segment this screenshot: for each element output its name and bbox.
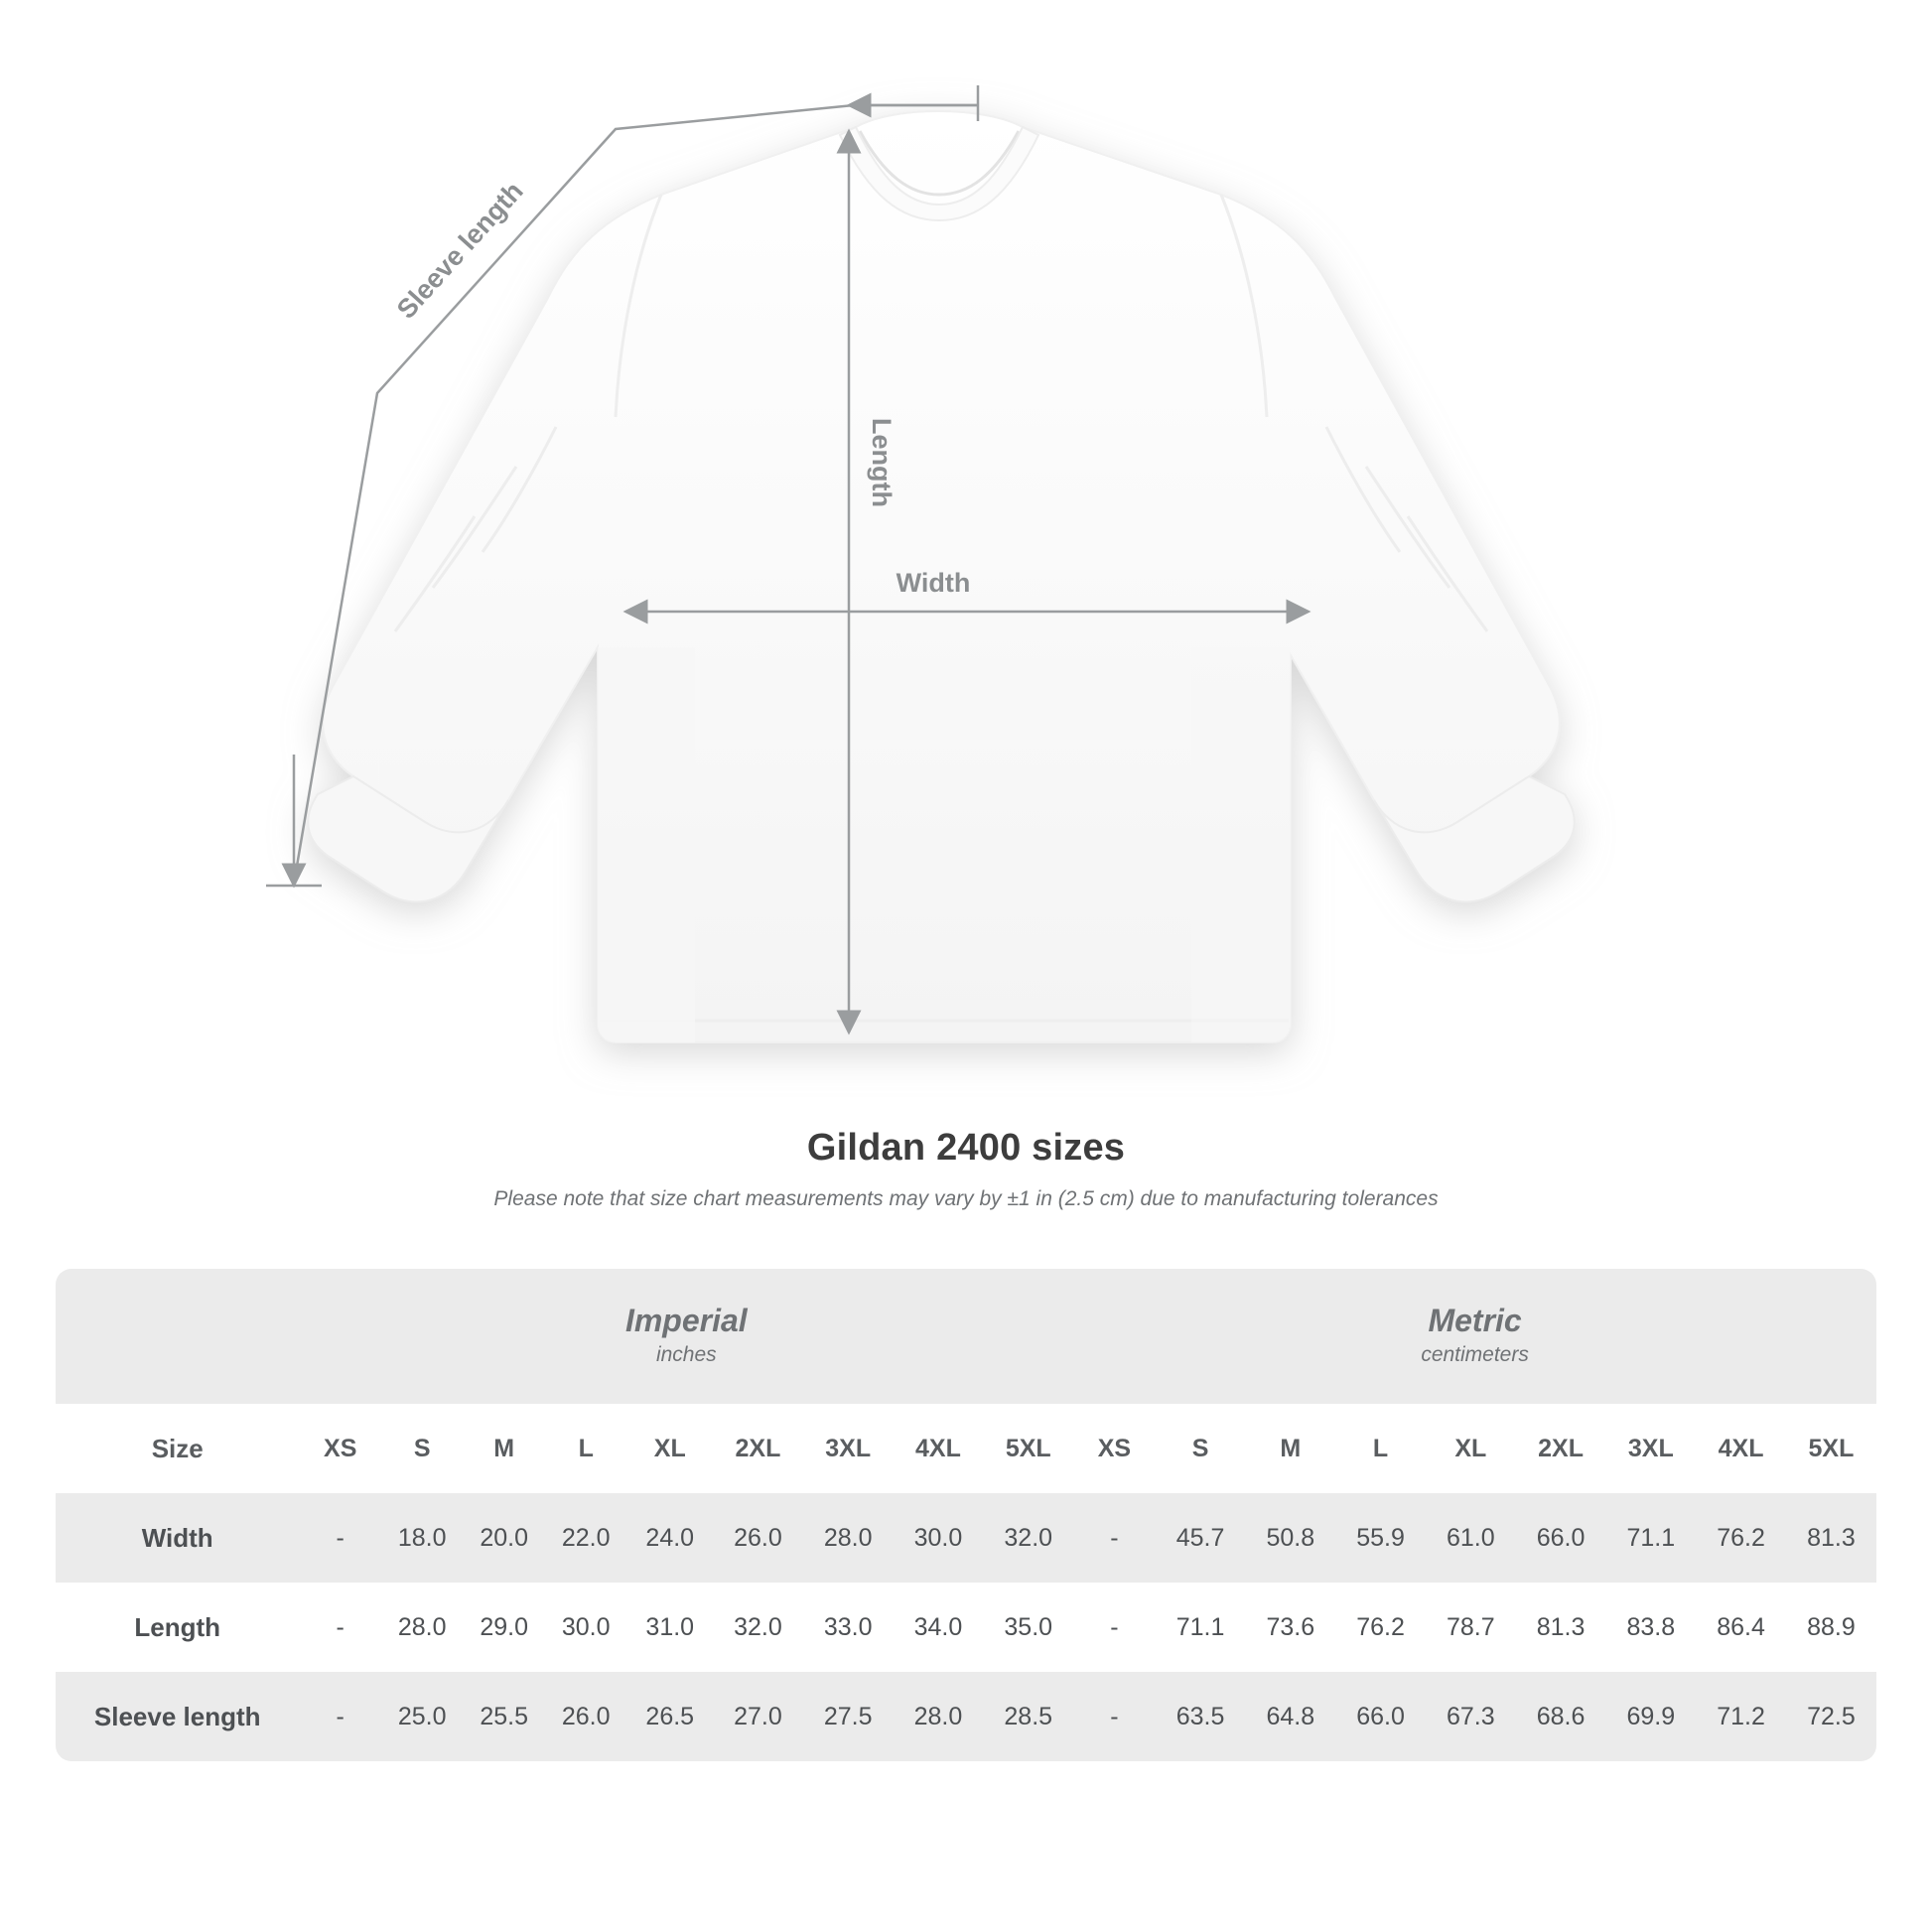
- header-size-imperial-3xl: 3XL: [803, 1404, 894, 1493]
- header-size-imperial-5xl: 5XL: [983, 1404, 1073, 1493]
- cell-sleeve-metric-l: 66.0: [1335, 1672, 1426, 1761]
- header-size-metric-l: L: [1335, 1404, 1426, 1493]
- size-chart-table-wrap: [56, 1269, 1876, 1761]
- header-size-metric-3xl: 3XL: [1605, 1404, 1696, 1493]
- cell-width-imperial-3xl: 28.0: [803, 1493, 894, 1583]
- header-size-imperial-xs: XS: [299, 1404, 381, 1493]
- title-block: [0, 1127, 1932, 1211]
- header-size-metric-s: S: [1156, 1404, 1246, 1493]
- cell-sleeve-metric-s: 63.5: [1156, 1672, 1246, 1761]
- cell-length-imperial-4xl: 34.0: [894, 1583, 984, 1672]
- table-row: [56, 1493, 1876, 1583]
- cell-sleeve-imperial-5xl: 28.5: [983, 1672, 1073, 1761]
- header-size-metric-xl: XL: [1426, 1404, 1516, 1493]
- cell-width-metric-3xl: 71.1: [1605, 1493, 1696, 1583]
- cell-length-imperial-s: 28.0: [381, 1583, 464, 1672]
- header-size-metric-2xl: 2XL: [1516, 1404, 1606, 1493]
- cell-width-imperial-2xl: 26.0: [713, 1493, 803, 1583]
- row-label-width: Width: [56, 1493, 299, 1583]
- unit-sub-metric: centimeters: [1421, 1342, 1529, 1366]
- cell-width-metric-l: 55.9: [1335, 1493, 1426, 1583]
- tolerance-note: Please note that size chart measurements may vary by ±1 in (2.5 cm) due to manufacturing tolerances: [493, 1187, 1439, 1210]
- cell-sleeve-imperial-4xl: 28.0: [894, 1672, 984, 1761]
- cell-length-imperial-xl: 31.0: [626, 1583, 713, 1672]
- cell-width-imperial-xs: -: [299, 1493, 381, 1583]
- cell-sleeve-imperial-2xl: 27.0: [713, 1672, 803, 1761]
- cell-length-imperial-2xl: 32.0: [713, 1583, 803, 1672]
- cell-length-imperial-3xl: 33.0: [803, 1583, 894, 1672]
- cell-length-metric-5xl: 88.9: [1786, 1583, 1876, 1672]
- cell-sleeve-metric-2xl: 68.6: [1516, 1672, 1606, 1761]
- cell-sleeve-imperial-xs: -: [299, 1672, 381, 1761]
- cell-length-metric-4xl: 86.4: [1696, 1583, 1786, 1672]
- unit-name-metric: Metric: [1428, 1302, 1522, 1338]
- header-size-metric-4xl: 4XL: [1696, 1404, 1786, 1493]
- cell-width-metric-xs: -: [1073, 1493, 1156, 1583]
- table-row: [56, 1672, 1876, 1761]
- unit-header-spacer: [56, 1269, 299, 1404]
- cell-sleeve-metric-5xl: 72.5: [1786, 1672, 1876, 1761]
- row-label-length: Length: [56, 1583, 299, 1672]
- cell-length-imperial-l: 30.0: [545, 1583, 627, 1672]
- size-chart-table: [56, 1269, 1876, 1761]
- cell-sleeve-imperial-xl: 26.5: [626, 1672, 713, 1761]
- cell-width-imperial-4xl: 30.0: [894, 1493, 984, 1583]
- header-size-imperial-m: M: [463, 1404, 545, 1493]
- cell-length-metric-2xl: 81.3: [1516, 1583, 1606, 1672]
- cell-sleeve-metric-m: 64.8: [1245, 1672, 1335, 1761]
- cell-width-imperial-m: 20.0: [463, 1493, 545, 1583]
- unit-header-imperial: [299, 1269, 1073, 1404]
- cell-length-metric-xl: 78.7: [1426, 1583, 1516, 1672]
- cell-width-metric-xl: 61.0: [1426, 1493, 1516, 1583]
- width-label: Width: [896, 568, 971, 598]
- cell-width-metric-4xl: 76.2: [1696, 1493, 1786, 1583]
- cell-width-metric-2xl: 66.0: [1516, 1493, 1606, 1583]
- row-label-sleeve-length: Sleeve length: [56, 1672, 299, 1761]
- header-size-metric-xs: XS: [1073, 1404, 1156, 1493]
- header-size-imperial-l: L: [545, 1404, 627, 1493]
- cell-length-imperial-m: 29.0: [463, 1583, 545, 1672]
- sleeve-length-label: Sleeve length: [390, 176, 529, 325]
- header-size-metric-m: M: [1245, 1404, 1335, 1493]
- cell-sleeve-imperial-l: 26.0: [545, 1672, 627, 1761]
- unit-header-metric: [1073, 1269, 1876, 1404]
- unit-name-imperial: Imperial: [624, 1302, 748, 1338]
- cell-sleeve-imperial-m: 25.5: [463, 1672, 545, 1761]
- unit-sub-imperial: inches: [655, 1342, 717, 1366]
- cell-width-imperial-xl: 24.0: [626, 1493, 713, 1583]
- cell-width-metric-s: 45.7: [1156, 1493, 1246, 1583]
- length-label: Length: [867, 418, 897, 507]
- cell-width-imperial-l: 22.0: [545, 1493, 627, 1583]
- cell-width-imperial-s: 18.0: [381, 1493, 464, 1583]
- cell-length-metric-s: 71.1: [1156, 1583, 1246, 1672]
- header-size-imperial-4xl: 4XL: [894, 1404, 984, 1493]
- cell-width-imperial-5xl: 32.0: [983, 1493, 1073, 1583]
- table-row: [56, 1583, 1876, 1672]
- header-size-imperial-xl: XL: [626, 1404, 713, 1493]
- cell-sleeve-metric-xl: 67.3: [1426, 1672, 1516, 1761]
- cell-length-imperial-xs: -: [299, 1583, 381, 1672]
- cell-length-metric-m: 73.6: [1245, 1583, 1335, 1672]
- cell-length-imperial-5xl: 35.0: [983, 1583, 1073, 1672]
- header-size-imperial-2xl: 2XL: [713, 1404, 803, 1493]
- cell-length-metric-3xl: 83.8: [1605, 1583, 1696, 1672]
- cell-sleeve-imperial-3xl: 27.5: [803, 1672, 894, 1761]
- cell-sleeve-metric-3xl: 69.9: [1605, 1672, 1696, 1761]
- header-size-imperial-s: S: [381, 1404, 464, 1493]
- cell-sleeve-metric-xs: -: [1073, 1672, 1156, 1761]
- cell-sleeve-metric-4xl: 71.2: [1696, 1672, 1786, 1761]
- header-size-label: Size: [56, 1404, 299, 1493]
- unit-header-row: [56, 1269, 1876, 1404]
- size-header-row: [56, 1404, 1876, 1493]
- cell-sleeve-imperial-s: 25.0: [381, 1672, 464, 1761]
- page-title: Gildan 2400 sizes: [806, 1127, 1126, 1169]
- cell-width-metric-5xl: 81.3: [1786, 1493, 1876, 1583]
- cell-length-metric-l: 76.2: [1335, 1583, 1426, 1672]
- cell-length-metric-xs: -: [1073, 1583, 1156, 1672]
- cell-width-metric-m: 50.8: [1245, 1493, 1335, 1583]
- header-size-metric-5xl: 5XL: [1786, 1404, 1876, 1493]
